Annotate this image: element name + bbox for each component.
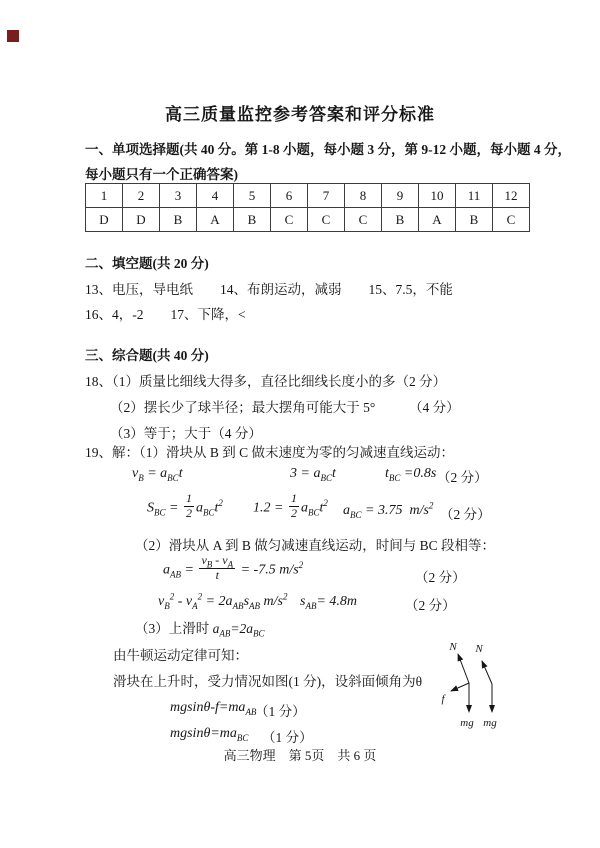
normal-force-arrow	[458, 654, 469, 683]
friction-force-arrow	[451, 683, 469, 691]
question-number-cell: 10	[419, 184, 456, 208]
answer-cell: C	[308, 208, 345, 232]
q19-formula-row-1	[0, 466, 600, 496]
q18-answer-1: 18、（1）质量比细线大得多，直径比细线长度小的多（2 分）	[85, 374, 447, 389]
formula-vb: $v_B = a_{BC}t$	[132, 466, 183, 483]
formula-abc-result: $a_{BC} = 3.75$ $m/s^2$	[343, 500, 434, 520]
question-number-cell: 1	[86, 184, 123, 208]
answer-table	[85, 183, 530, 232]
section1-heading-line2: 每小题只有一个正确答案)	[85, 167, 238, 182]
table-row-answers	[86, 208, 530, 232]
q19-part3-text	[135, 621, 265, 638]
q19-intro: 19、解：（1）滑块从 B 到 C 做末速度为零的匀减速直线运动：	[85, 445, 455, 460]
score-badge: （2 分）	[437, 470, 488, 485]
question-number-cell: 4	[197, 184, 234, 208]
fill-in-answers-line1: 13、电压，导电纸 14、布朗运动，减弱 15、7.5，不能	[85, 282, 453, 297]
q19-part3-prefix: （3）上滑时	[135, 621, 213, 636]
answer-cell: A	[197, 208, 234, 232]
score-badge: （1 分）	[262, 730, 313, 745]
force-diagram	[424, 636, 524, 736]
corner-marker	[7, 30, 19, 42]
answer-cell: D	[86, 208, 123, 232]
gravity-force-label: mg	[460, 717, 474, 729]
page-title: 高三质量监控参考答案和评分标准	[165, 105, 435, 124]
formula-aab-2abc: $a_{AB}=2a_{BC}$	[212, 621, 265, 639]
question-number-cell: 8	[345, 184, 382, 208]
score-badge: （1 分）	[255, 704, 306, 719]
answer-cell: D	[123, 208, 160, 232]
page-footer: 高三物理 第 5页 共 6 页	[223, 748, 377, 763]
formula-mgsin: $mgsin\theta=ma_{BC}$	[170, 726, 249, 743]
section1-heading-line1: 一、单项选择题(共 40 分。第 1-8 小题，每小题 3 分，第 9-12 小题，每小题 4 分，	[85, 142, 571, 157]
answer-cell: C	[271, 208, 308, 232]
normal-force-label: N	[449, 641, 457, 653]
sliding-up-text: 滑块在上升时，受力情况如图(1 分)，设斜面倾角为θ	[113, 674, 423, 689]
question-number-cell: 11	[456, 184, 493, 208]
table-row-numbers	[86, 184, 530, 208]
formula-3-abc-t: $3 = a_{BC}t$	[290, 466, 336, 483]
answer-cell: B	[456, 208, 493, 232]
q18-answer-2: （2）摆长少了球半径；最大摆角可能大于 5° （4 分）	[110, 400, 460, 415]
answer-cell: B	[234, 208, 271, 232]
question-number-cell: 9	[382, 184, 419, 208]
question-number-cell: 6	[271, 184, 308, 208]
answer-cell: C	[345, 208, 382, 232]
formula-mgsin-f: mgsinθ-$f=ma_{AB}$	[170, 700, 257, 717]
q18-answer-3: （3）等于；大于（4 分）	[110, 426, 262, 441]
friction-force-label: f	[441, 693, 445, 705]
q19-formula-row-2	[0, 491, 600, 530]
question-number-cell: 7	[308, 184, 345, 208]
section3-heading: 三、综合题(共 40 分)	[85, 348, 209, 363]
fbd-sliding-up	[441, 641, 474, 729]
answer-cell: B	[160, 208, 197, 232]
question-number-cell: 3	[160, 184, 197, 208]
newton-law-text: 由牛顿运动定律可知：	[113, 648, 248, 663]
fbd-no-friction	[474, 643, 497, 729]
q19-part2-text: （2）滑块从 A 到 B 做匀减速直线运动，时间与 BC 段相等：	[135, 538, 496, 553]
formula-sbc: $S_{BC}$ = $\frac{1}{2}$ $a_{BC}t^2$	[147, 491, 223, 520]
question-number-cell: 2	[123, 184, 160, 208]
question-number-cell: 5	[234, 184, 271, 208]
fill-in-answers-line2: 16、4，-2 17、下降，<	[85, 307, 246, 322]
formula-aab: $a_{AB}$ = $\frac{v_B - v_A}{t}$ = -7.5 $m/s^2$	[163, 553, 304, 582]
formula-tbc: $t_{BC} =0.8s$	[385, 466, 437, 483]
answer-cell: B	[382, 208, 419, 232]
answer-cell: A	[419, 208, 456, 232]
question-number-cell: 12	[493, 184, 530, 208]
formula-sab-result: $s_{AB}= 4.8m$	[300, 594, 358, 611]
q19-formula-row-3	[0, 553, 600, 596]
gravity-force-label: mg	[483, 717, 497, 729]
q19-formula-row-4	[0, 591, 600, 624]
score-badge: （2 分）	[415, 570, 466, 585]
normal-force-label: N	[475, 643, 483, 655]
answer-cell: C	[493, 208, 530, 232]
formula-vb2-va2: $v_B^2 - v_A^2 = 2a_{AB}s_{AB}$ $m/s^2$	[158, 591, 288, 611]
normal-force-arrow	[482, 661, 492, 684]
section2-heading: 二、填空题(共 20 分)	[85, 256, 209, 271]
formula-1-2: 1.2 = $\frac{1}{2}$ $a_{BC}t^2$	[253, 491, 328, 520]
score-badge: （2 分）	[440, 507, 491, 522]
score-badge: （2 分）	[405, 598, 456, 613]
